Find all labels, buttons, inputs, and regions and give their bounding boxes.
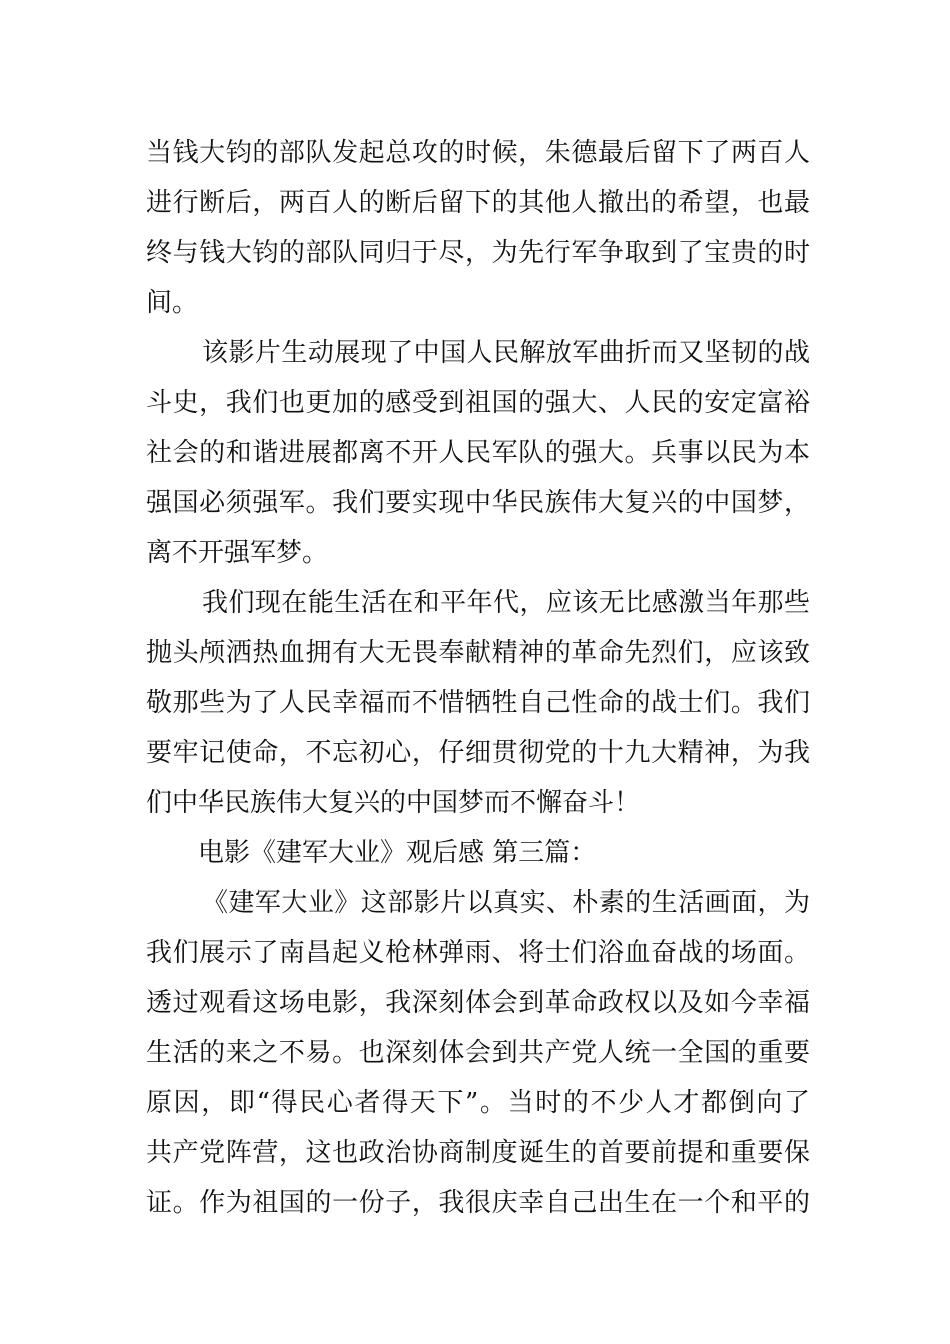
text-line: 要牢记使命，不忘初心，仔细贯彻党的十九大精神，为我 [146, 738, 810, 768]
text-line: 《建军大业》这部影片以真实、朴素的生活画面，为 [202, 888, 810, 918]
text-line: 们中华民族伟大复兴的中国梦而不懈奋斗！ [146, 788, 641, 818]
text-line: 间。 [146, 288, 199, 318]
text-line: 斗史，我们也更加的感受到祖国的强大、人民的安定富裕 [146, 388, 810, 418]
document-body [146, 128, 810, 1228]
section-heading [146, 828, 810, 878]
paragraph-5 [146, 878, 810, 1228]
paragraph-1 [146, 128, 810, 328]
text-line: 该影片生动展现了中国人民解放军曲折而又坚韧的战 [202, 338, 810, 368]
text-line: 进行断后，两百人的断后留下的其他人撤出的希望，也最 [146, 188, 810, 218]
text-line: 抛头颅洒热血拥有大无畏奉献精神的革命先烈们，应该致 [146, 638, 810, 668]
paragraph-3 [146, 578, 810, 828]
text-line: 敬那些为了人民幸福而不惜牺牲自己性命的战士们。我们 [146, 688, 810, 718]
text-line: 我们现在能生活在和平年代，应该无比感激当年那些 [202, 588, 810, 618]
paragraph-2 [146, 328, 810, 578]
text-line: 共产党阵营，这也政治协商制度诞生的首要前提和重要保 [146, 1138, 810, 1168]
text-line: 证。作为祖国的一份子，我很庆幸自己出生在一个和平的 [146, 1188, 810, 1218]
text-line: 强国必须强军。我们要实现中华民族伟大复兴的中国梦， [146, 488, 810, 518]
text-line: 当钱大钧的部队发起总攻的时候，朱德最后留下了两百人 [146, 138, 810, 168]
section-heading-text: 电影《建军大业》观后感 第三篇： [198, 838, 597, 868]
text-line: 终与钱大钧的部队同归于尽，为先行军争取到了宝贵的时 [146, 238, 810, 268]
text-line: 透过观看这场电影，我深刻体会到革命政权以及如今幸福 [146, 988, 810, 1018]
text-line: 我们展示了南昌起义枪林弹雨、将士们浴血奋战的场面。 [146, 938, 810, 968]
text-line: 离不开强军梦。 [146, 538, 329, 568]
text-line: 生活的来之不易。也深刻体会到共产党人统一全国的重要 [146, 1038, 810, 1068]
text-line: 社会的和谐进展都离不开人民军队的强大。兵事以民为本 [146, 438, 810, 468]
text-line: 原因，即“得民心者得天下”。当时的不少人才都倒向了 [146, 1088, 810, 1118]
